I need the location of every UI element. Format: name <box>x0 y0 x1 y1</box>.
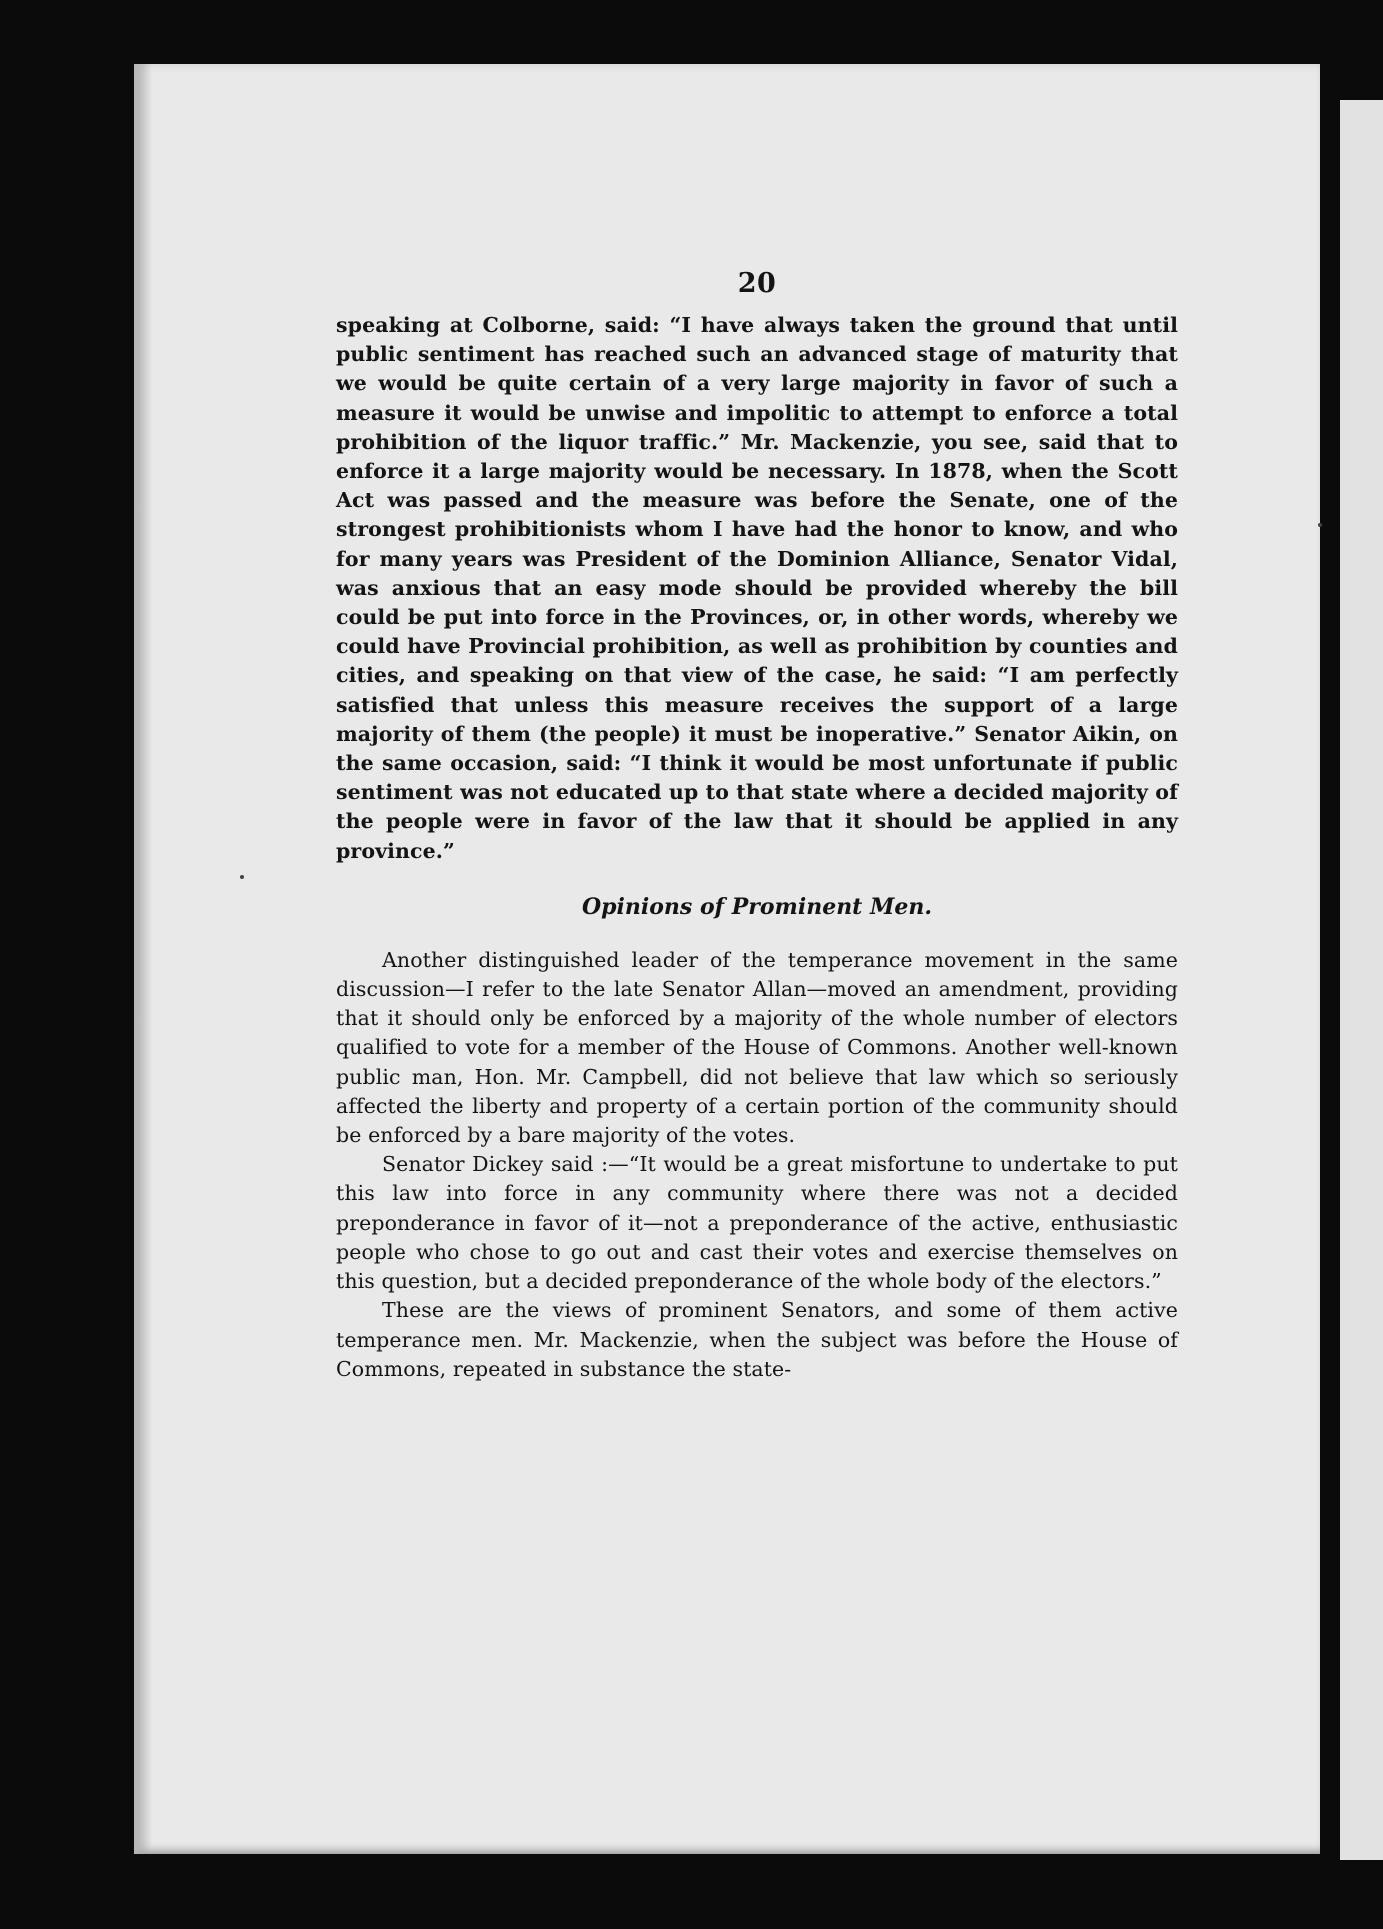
page-number: 20 <box>737 268 777 299</box>
section-heading: Opinions of Prominent Men. <box>581 893 933 920</box>
page-binding-shadow <box>134 64 152 1854</box>
paragraph-senator-allan: Another distinguished leader of the temperance movement in the same discussion—I refer to the late Senator Allan—moved an amendment, providing that it should only be enforced by a majority of the whole number of electors qualified to vote for a member of the House of Commons. Another well-known public man, Hon. Mr. Campbell, did not believe that law which so seriously affected the liberty and property of a certain portion of the community should be enforced by a bare majority of the votes. <box>336 947 1178 1148</box>
paragraph-senator-dickey: Senator Dickey said :—“It would be a great misfortune to undertake to put this law into force in any community where there was not a decided preponderance in favor of it—not a preponderance of the active, enthusiastic people who chose to go out and cast their votes and exercise themselves on this question, but a decided preponderance of the whole body of the electors.” <box>336 1152 1178 1294</box>
document-text <box>336 268 1178 1384</box>
scan-speck <box>1318 523 1322 527</box>
paragraph-colborne-speech: speaking at Colborne, said: “I have always taken the ground that until public sentiment has reached such an advanced stage of maturity that we would be quite certain of a very large majority in favor of such a measure it would be unwise and impolitic to attempt to enforce a total prohibition of the liquor traffic.” Mr. Mackenzie, you see, said that to enforce it a large majority would be necessary. In 1878, when the Scott Act was passed and the measure was before the Senate, one of the strongest prohibitionists whom I have had the honor to know, and who for many years was President of the Dominion Alliance, Senator Vidal, was anxious that an easy mode should be provided whereby the bill could be put into force in the Provinces, or, in other words, whereby we could have Provincial prohibition, as well as prohibition by counties and cities, and speaking on that view of the case, he said: “I am perfectly satisfied that unless this measure receives the support of a large majority of them (the people) it must be inoperative.” Senator Aikin, on the same occasion, said: “I think it would be most unfortunate if public sentiment was not educated up to that state where a decided majority of the people were in favor of the law that it should be applied in any province.” <box>336 313 1178 863</box>
adjacent-page-edge <box>1340 100 1383 1860</box>
paragraph-prominent-senators: These are the views of prominent Senators, and some of them active temperance men. Mr. Mackenzie, when the subject was before the House of Commons, repeated in substance the state- <box>336 1298 1178 1381</box>
scan-speck <box>240 875 244 879</box>
